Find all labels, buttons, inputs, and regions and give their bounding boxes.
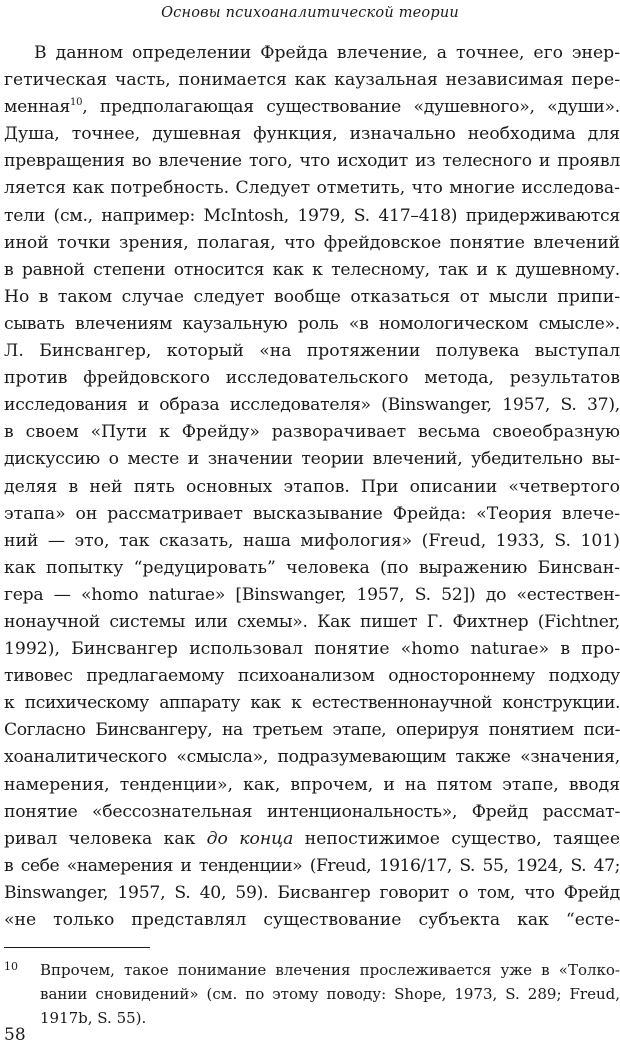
text-line: гера — «homo naturae» [Binswanger, 1957, S. 52]) до «естествен-	[4, 584, 620, 605]
text-line	[4, 826, 620, 853]
italic-emphasis: до конца	[206, 828, 294, 849]
text-line: 1992), Бинсвангер использовал понятие «homo naturae» в про-	[4, 639, 620, 660]
text-line: гетическая часть, понимается как каузальная независимая пере-	[4, 70, 620, 91]
main-paragraph	[4, 40, 620, 934]
running-head: Основы психоаналитической теории	[161, 5, 459, 21]
text-line: в равной степени относится как к телесному, так и к душевному.	[4, 259, 620, 280]
text-line: Душа, точнее, душевная функция, изначально необходима для	[4, 124, 620, 145]
text-line	[4, 94, 620, 121]
text-fragment: , предполагающая существование «душевного», «души».	[82, 97, 620, 118]
text-fragment: ривал человека как	[4, 828, 207, 849]
text-fragment: менная	[4, 97, 71, 118]
text-line: хоаналитического «смысла», подразумевающим также «значения,	[4, 747, 620, 768]
text-line: тивовес предлагаемому психоанализом одностороннему подходу	[4, 666, 620, 687]
text-fragment: непостижимое существо, таящее	[293, 828, 620, 849]
footnote-reference[interactable]: 10	[70, 97, 83, 109]
text-line: иной точки зрения, полагая, что фрейдовское понятие влечений	[4, 232, 620, 253]
text-line: как попытку “редуцировать” человека (по выражению Бинсван-	[4, 557, 620, 578]
text-line: исследования и образа исследователя» (Binswanger, 1957, S. 37),	[4, 395, 620, 416]
text-line: против фрейдовского исследовательского метода, результатов	[4, 368, 620, 389]
text-line: Л. Бинсвангер, который «на протяжении полувека выступал	[4, 341, 620, 362]
footnote	[4, 958, 620, 1030]
text-line: этапа» он рассматривает высказывание Фрейда: «Теория влече-	[4, 503, 620, 524]
footnote-separator	[4, 947, 150, 948]
page-number: 58	[4, 1025, 26, 1045]
footnote-number: 10	[4, 960, 18, 973]
text-line: ний — это, так сказать, наша мифология» (Freud, 1933, S. 101)	[4, 530, 620, 551]
text-line: Но в таком случае следует вообще отказаться от мысли припи-	[4, 286, 620, 307]
text-line: «не только представлял существование субъекта как “есте-	[4, 910, 620, 930]
footnote-line: 1917b, S. 55).	[40, 1009, 147, 1027]
text-line: дискуссию о месте и значении теории влечений, убедительно вы-	[4, 449, 620, 470]
text-line: намерения, тенденции», как, впрочем, и на пятом этапе, вводя	[4, 774, 620, 795]
text-line: понятие «бессознательная интенциональность», Фрейд рассмат-	[4, 801, 620, 822]
text-line: ляется как потребность. Следует отметить, что многие исследова-	[4, 178, 620, 199]
text-line: сывать влечениям каузальную роль «в номологическом смысле».	[4, 313, 620, 334]
text-line: В данном определении Фрейда влечение, а точнее, его энер-	[34, 43, 620, 63]
text-line: Binswanger, 1957, S. 40, 59). Бисвангер говорит о том, что Фрейд	[4, 882, 620, 903]
text-line: тели (см., например: McIntosh, 1979, S. 417–418) придерживаются	[4, 205, 620, 226]
text-line: превращения во влечение того, что исходит из телесного и проявл	[4, 151, 620, 172]
footnote-line: Впрочем, такое понимание влечения прослеживается уже в «Толко-	[40, 961, 620, 979]
text-line: в своем «Пути к Фрейду» разворачивает весьма своеобразную	[4, 422, 620, 443]
text-line: к психическому аппарату как к естественнонаучной конструкции.	[4, 693, 620, 714]
text-line: в себе «намерения и тенденции» (Freud, 1916/17, S. 55, 1924, S. 47;	[4, 855, 620, 876]
text-line: нонаучной системы или схемы». Как пишет Г. Фихтнер (Fichtner,	[4, 611, 620, 632]
footnote-line: вании сновидений» (см. по этому поводу: Shope, 1973, S. 289; Freud,	[40, 985, 620, 1003]
text-line: Согласно Бинсвангеру, на третьем этапе, оперируя понятием пси-	[4, 720, 620, 741]
text-line: деляя в ней пять основных этапов. При описании «четвертого	[4, 476, 620, 497]
